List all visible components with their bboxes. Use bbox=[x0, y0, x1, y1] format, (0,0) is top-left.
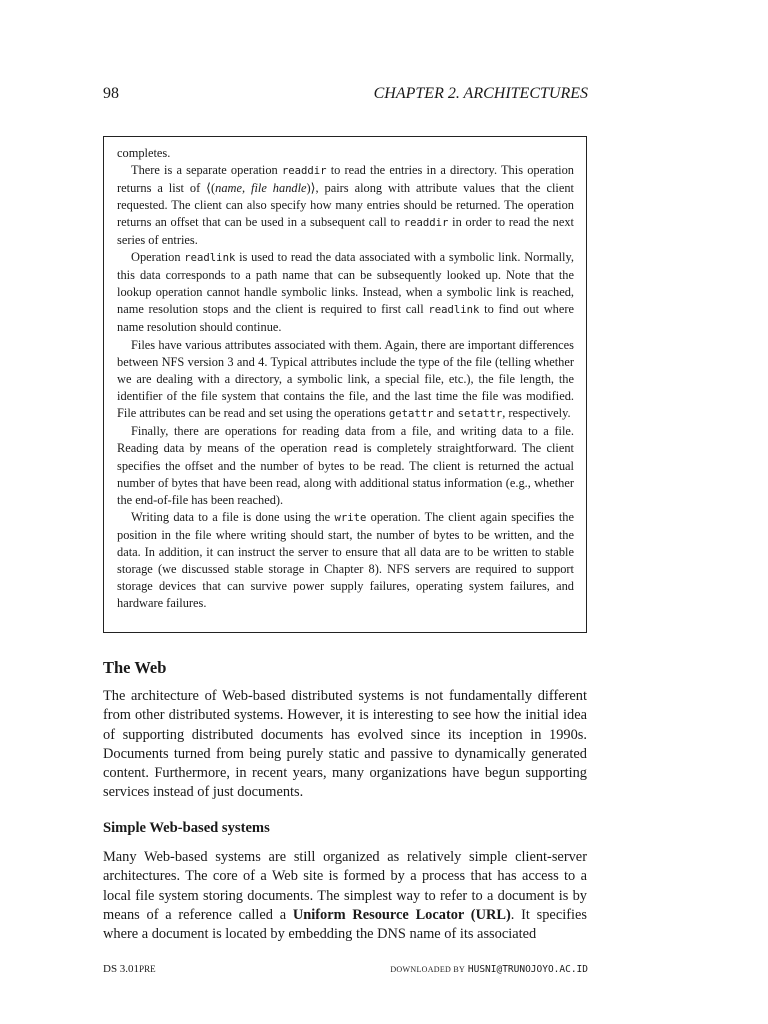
bold-term-url: Uniform Resource Locator (URL) bbox=[292, 906, 511, 923]
subsection-title: Simple Web-based systems bbox=[103, 820, 270, 836]
code-readlink-2: readlink bbox=[428, 304, 480, 317]
footer-download-note: DOWNLOADED BY HUSNI@TRUNOJOYO.AC.ID bbox=[390, 964, 588, 975]
section-title-the-web: The Web bbox=[103, 658, 167, 677]
code-readdir-2: readdir bbox=[403, 217, 449, 230]
page-number: 98 bbox=[103, 85, 119, 102]
nfs-operations-box bbox=[103, 136, 587, 633]
italic-name-file-handle: name, file handle bbox=[215, 181, 307, 196]
code-getattr: getattr bbox=[388, 407, 434, 420]
box-paragraph-readlink: Operation readlink is used to read the data associated with a symbolic link. Normally, this data corresponds to a path name that can be subsequently looked up. Note that the lookup operation cannot handle symbolic links. Instead, when a symbolic link is reached, name resolution stops and the client is required to first call readlink to find out where name resolution should continue. bbox=[117, 250, 575, 335]
box-paragraph-0: completes. bbox=[117, 146, 171, 160]
section-paragraph: The architecture of Web-based distributed systems is not fundamentally different from other distributed systems. However, it is interesting to see how the initial idea of supporting distributed documents has evolved since its inception in 1990s. Documents turned from being purely static and passive to dynamically generated content. Furthermore, in recent years, many organizations have begun supporting services instead of just documents. bbox=[103, 688, 587, 801]
code-readdir: readdir bbox=[281, 165, 327, 178]
footer-email: HUSNI@TRUNOJOYO.AC.ID bbox=[467, 964, 588, 975]
code-write: write bbox=[334, 511, 367, 524]
footer-version: DS 3.01PRE bbox=[103, 963, 156, 975]
code-setattr: setattr bbox=[457, 407, 503, 420]
box-paragraph-read: Finally, there are operations for reading data from a file, and writing data to a file. Reading data by means of the operation read is completely straightforward. The client specifies the offset and the number of bytes to be read. The client is returned the actual number of bytes that have been read, along with additional status information (e.g., whether the end-of-file has been reached). bbox=[117, 423, 574, 507]
box-paragraph-attributes: Files have various attributes associated with them. Again, there are important differences between NFS version 3 and 4. Typical attributes include the type of the file (telling whether we are dealing with a directory, a symbolic link, a special file, etc.), the file length, the identifier of the file system that contains the file, and the last time the file was modified. File attributes can be read and set using the operations getattr and setattr, respectively. bbox=[117, 337, 574, 420]
box-paragraph-readdir: There is a separate operation readdir to read the entries in a directory. This operation returns a list of ⟨(name, file handle)⟩, pairs along with attribute values that the client requested. The client can also specify how many entries should be returned. The operation returns an offset that can be used in a subsequent call to readdir in order to read the next series of entries. bbox=[117, 163, 574, 248]
box-paragraph-write: Writing data to a file is done using the write operation. The client again specifies the position in the file where writing should start, the number of bytes to be written, and the data. In addition, it can instruct the server to ensure that all data are to be written to stable storage (we discussed stable storage in Chapter 8). NFS servers are required to support storage devices that can survive power supply failures, operating system failures, and hardware failures. bbox=[117, 509, 574, 611]
code-readlink: readlink bbox=[184, 252, 236, 265]
subsection-paragraph: Many Web-based systems are still organized as relatively simple client-server architectures. The core of a Web site is formed by a process that has access to a local file system storing documents. The simplest way to refer to a document is by means of a reference called a Uniform Resource Locator (URL). It specifies where a document is located by embedding the DNS name of its associated bbox=[103, 849, 587, 943]
page-footer bbox=[103, 962, 588, 978]
running-title: CHAPTER 2. ARCHITECTURES bbox=[373, 85, 588, 102]
page-header bbox=[103, 84, 588, 106]
code-read: read bbox=[332, 442, 359, 455]
